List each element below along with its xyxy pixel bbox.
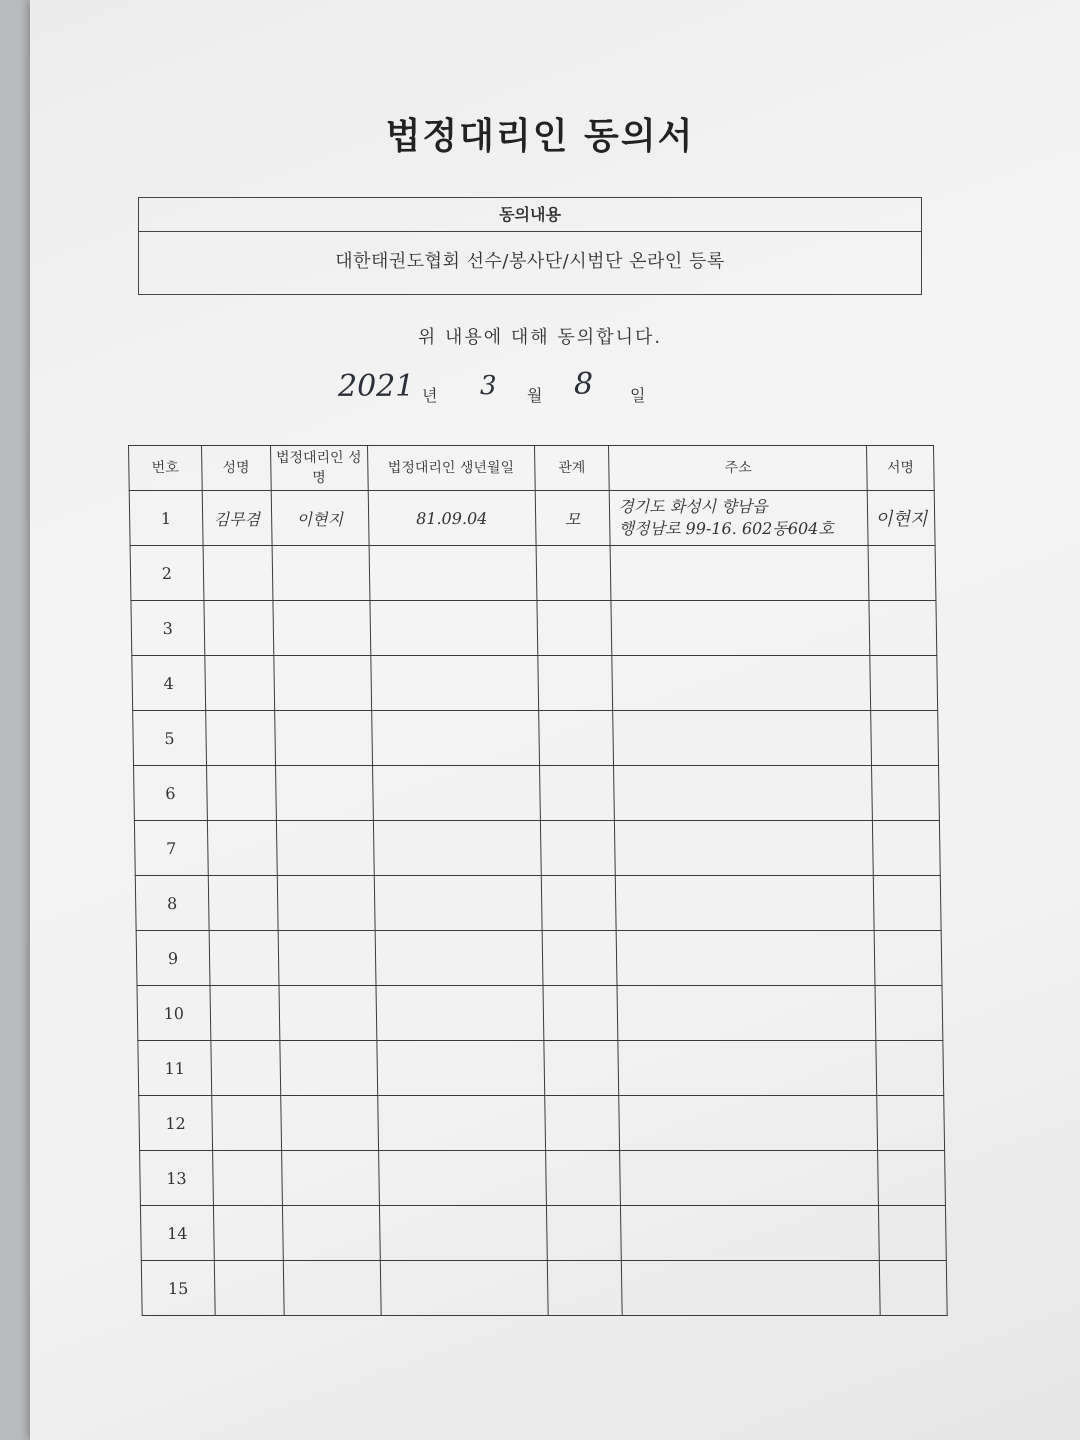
empty-cell — [542, 931, 618, 986]
relation: 모 — [535, 491, 611, 546]
empty-cell — [868, 546, 936, 601]
address-line-1: 경기도 화성시 향남읍 — [618, 497, 768, 516]
empty-cell — [874, 931, 942, 986]
empty-cell — [281, 1151, 379, 1206]
address — [610, 491, 869, 546]
empty-cell — [873, 821, 941, 876]
row-number: 10 — [137, 986, 211, 1041]
date-month: 3 — [480, 371, 497, 401]
empty-cell — [615, 821, 874, 876]
row-number: 8 — [135, 876, 209, 931]
empty-cell — [540, 821, 616, 876]
empty-cell — [545, 1151, 621, 1206]
header-name: 성명 — [201, 446, 270, 491]
row-number: 13 — [140, 1151, 214, 1206]
empty-cell — [618, 1041, 877, 1096]
empty-cell — [610, 546, 869, 601]
empty-cell — [206, 766, 276, 821]
table-header-row — [129, 446, 935, 491]
table-row — [140, 1151, 946, 1206]
empty-cell — [203, 546, 273, 601]
empty-cell — [372, 766, 540, 821]
empty-cell — [279, 986, 377, 1041]
empty-cell — [537, 656, 613, 711]
empty-cell — [371, 711, 539, 766]
empty-cell — [611, 601, 870, 656]
empty-cell — [616, 931, 875, 986]
header-no: 번호 — [129, 446, 203, 491]
empty-cell — [204, 601, 274, 656]
empty-cell — [875, 986, 943, 1041]
table-row — [129, 491, 935, 546]
empty-cell — [616, 876, 875, 931]
guardian-birth: 81.09.04 — [368, 491, 536, 546]
row-number: 2 — [130, 546, 204, 601]
empty-cell — [538, 711, 614, 766]
date-row — [0, 367, 1080, 415]
header-address: 주소 — [609, 446, 868, 491]
consent-box — [138, 197, 922, 295]
row-number: 6 — [134, 766, 208, 821]
row-number: 4 — [132, 656, 206, 711]
empty-cell — [274, 711, 372, 766]
empty-cell — [380, 1261, 548, 1316]
empty-cell — [214, 1261, 284, 1316]
empty-cell — [373, 821, 541, 876]
student-name: 김무겸 — [202, 491, 272, 546]
empty-cell — [369, 546, 537, 601]
empty-cell — [207, 821, 277, 876]
row-number: 1 — [129, 491, 203, 546]
empty-cell — [210, 986, 280, 1041]
date-year-label: 년 — [422, 386, 438, 405]
empty-cell — [370, 601, 538, 656]
empty-cell — [377, 1041, 545, 1096]
table-row — [136, 931, 942, 986]
empty-cell — [878, 1151, 946, 1206]
empty-cell — [546, 1206, 622, 1261]
table-row — [138, 1041, 944, 1096]
empty-cell — [612, 656, 871, 711]
row-number: 9 — [136, 931, 210, 986]
table-row — [135, 876, 941, 931]
table-row — [140, 1206, 946, 1261]
empty-cell — [379, 1206, 547, 1261]
empty-cell — [272, 546, 370, 601]
row-number: 7 — [134, 821, 208, 876]
table-row — [137, 986, 943, 1041]
empty-cell — [209, 931, 279, 986]
empty-cell — [877, 1096, 945, 1151]
empty-cell — [282, 1206, 380, 1261]
table-row — [134, 766, 940, 821]
signature: 이현지 — [867, 491, 935, 546]
date-day: 8 — [574, 367, 594, 402]
date-year: 2021 — [338, 369, 415, 404]
empty-cell — [205, 711, 275, 766]
agreement-statement: 위 내용에 대해 동의합니다. — [417, 327, 663, 348]
empty-cell — [211, 1041, 281, 1096]
header-relation: 관계 — [534, 446, 610, 491]
row-number: 5 — [133, 711, 207, 766]
table-row — [139, 1096, 945, 1151]
table-row — [141, 1261, 947, 1316]
header-guardian-name: 법정대리인 성명 — [270, 446, 368, 491]
empty-cell — [273, 656, 371, 711]
empty-cell — [614, 766, 873, 821]
empty-cell — [873, 876, 941, 931]
row-number: 3 — [131, 601, 205, 656]
table-row — [133, 711, 939, 766]
empty-cell — [547, 1261, 623, 1316]
empty-cell — [376, 986, 544, 1041]
row-number: 14 — [140, 1206, 214, 1261]
empty-cell — [378, 1151, 546, 1206]
date-day-label: 일 — [630, 386, 646, 405]
empty-cell — [876, 1041, 944, 1096]
empty-cell — [621, 1206, 880, 1261]
guardian-table — [128, 445, 948, 1316]
empty-cell — [539, 766, 615, 821]
empty-cell — [536, 601, 612, 656]
empty-cell — [543, 1041, 619, 1096]
empty-cell — [613, 711, 872, 766]
empty-cell — [374, 876, 542, 931]
empty-cell — [543, 986, 619, 1041]
row-number: 15 — [141, 1261, 215, 1316]
empty-cell — [879, 1206, 947, 1261]
empty-cell — [213, 1206, 283, 1261]
empty-cell — [872, 766, 940, 821]
empty-cell — [544, 1096, 620, 1151]
address-line-2: 행정남로 99-16. 602동604호 — [618, 519, 835, 538]
empty-cell — [541, 876, 617, 931]
empty-cell — [869, 601, 937, 656]
empty-cell — [278, 931, 376, 986]
empty-cell — [212, 1151, 282, 1206]
consent-header: 동의내용 — [139, 198, 921, 232]
empty-cell — [208, 876, 278, 931]
consent-body: 대한태권도협회 선수/봉사단/시범단 온라인 등록 — [335, 251, 725, 272]
empty-cell — [276, 821, 374, 876]
empty-cell — [275, 766, 373, 821]
header-signature: 서명 — [867, 446, 934, 491]
table-row — [132, 656, 938, 711]
empty-cell — [619, 1096, 878, 1151]
empty-cell — [277, 876, 375, 931]
empty-cell — [273, 601, 371, 656]
empty-cell — [622, 1261, 881, 1316]
row-number: 12 — [139, 1096, 213, 1151]
row-number: 11 — [138, 1041, 212, 1096]
empty-cell — [871, 711, 939, 766]
empty-cell — [370, 656, 538, 711]
empty-cell — [205, 656, 275, 711]
guardian-name: 이현지 — [271, 491, 369, 546]
empty-cell — [617, 986, 876, 1041]
empty-cell — [620, 1151, 879, 1206]
empty-cell — [283, 1261, 381, 1316]
empty-cell — [536, 546, 612, 601]
empty-cell — [880, 1261, 948, 1316]
page-title: 법정대리인 동의서 — [385, 116, 695, 157]
empty-cell — [279, 1041, 377, 1096]
empty-cell — [375, 931, 543, 986]
table-row — [134, 821, 940, 876]
date-month-label: 월 — [527, 386, 543, 405]
header-guardian-birth: 법정대리인 생년월일 — [367, 446, 535, 491]
empty-cell — [377, 1096, 545, 1151]
empty-cell — [212, 1096, 282, 1151]
empty-cell — [870, 656, 938, 711]
table-row — [131, 601, 937, 656]
empty-cell — [280, 1096, 378, 1151]
table-row — [130, 546, 936, 601]
